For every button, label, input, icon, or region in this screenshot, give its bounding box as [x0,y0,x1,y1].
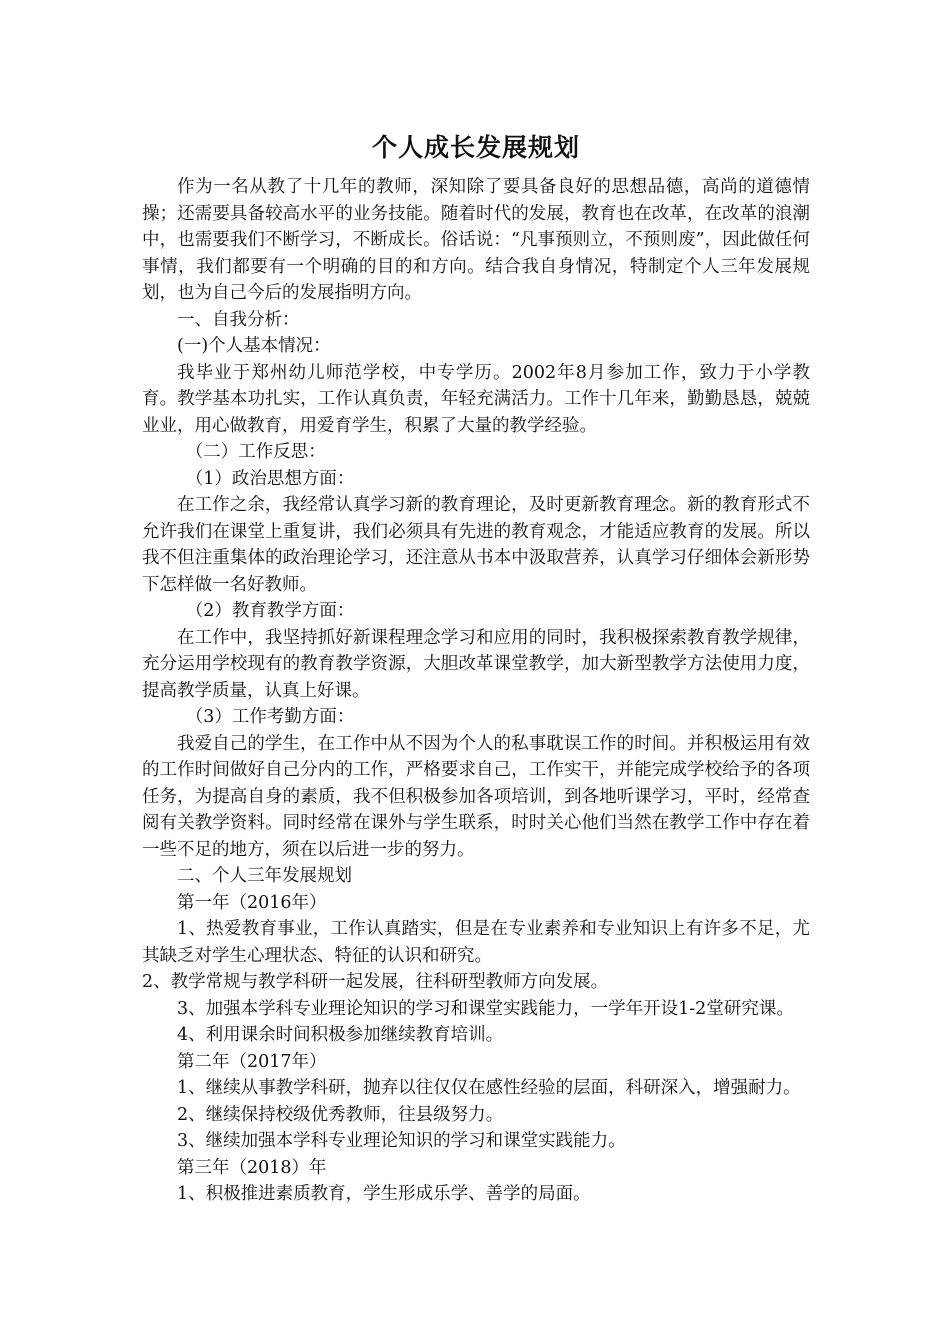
document-title: 个人成长发展规划 [371,133,580,162]
year2-item-1: 1、继续从事教学科研，抛弃以往仅仅在感性经验的层面，科研深入，增强耐力。 [177,1078,801,1098]
year2-item-2: 2、继续保持校级优秀教师，往县级努力。 [177,1104,504,1125]
year1-item-4: 4、利用课余时间积极参加继续教育培训。 [177,1025,504,1045]
year2-item-3: 3、继续加强本学科专业理论知识的学习和课堂实践能力。 [177,1131,626,1151]
basic-info-paragraph: 我毕业于郑州幼儿师范学校，中专学历。2002年8月参加工作，致力于小学教育。教学基本功扎实，工作认真负责，年轻充满活力。工作十几年来，勤勤恳恳，兢兢业业，用心做教育，用爱育学生，积累了大量的教学经验。 [142,362,810,436]
attendance-paragraph: 我爱自己的学生，在工作中从不因为个人的私事耽误工作的时间。并积极运用有效的工作时间做好自己分内的工作，严格要求自己，工作实干，并能完成学校给予的各项任务，为提高自身的素质，我不但积极参加各项培训，到各地听课学习，平时，经常查阅有关教学资料。同时经常在课外与学生联系，时时关心他们当然在教学工作中存在着一些不足的地方，须在以后进一步的努力。 [142,733,810,860]
section-heading-self-analysis: 一、自我分析： [177,309,300,330]
document-page [142,128,810,1208]
political-paragraph: 在工作之余，我经常认真学习新的教育理论，及时更新教育理念。新的教育形式不允许我们在课堂上重复讲，我们必须具有先进的教育观念，才能适应教育的发展。所以我不但注重集体的政治理论学习，还注意从书本中汲取营养，认真学习仔细体会新形势下怎样做一名好教师。 [142,495,810,595]
year-heading-second: 第二年（2017年） [177,1051,327,1072]
year1-item-1: 1、热爱教育事业，工作认真踏实，但是在专业素养和专业知识上有许多不足，尤其缺乏对学生心理状态、特征的认识和研究。 [142,919,810,966]
item-heading-political: （1）政治思想方面： [185,468,355,489]
section-heading-three-year-plan: 二、个人三年发展规划 [177,866,352,886]
year-heading-first: 第一年（2016年） [177,892,327,913]
year1-item-2: 2、教学常规与教学科研一起发展，往科研型教师方向发展。 [142,972,609,992]
subsection-heading-basic-info: (一)个人基本情况： [177,336,331,356]
year1-item-3: 3、加强本学科专业理论知识的学习和课堂实践能力，一学年开设1-2堂研究课。 [177,998,794,1019]
teaching-paragraph: 在工作中，我坚持抓好新课程理念学习和应用的同时，我积极探索教育教学规律，充分运用学校现有的教育教学资源，大胆改革课堂教学，加大新型教学方法使用力度，提高教学质量，认真上好课。 [142,627,810,701]
item-heading-teaching: （2）教育教学方面： [185,601,355,621]
year3-item-1: 1、积极推进素质教育，学生形成乐学、善学的局面。 [177,1184,591,1204]
year-heading-third: 第三年（2018）年 [177,1157,327,1178]
item-heading-attendance: （3）工作考勤方面： [185,707,355,727]
subsection-heading-work-reflection: （二）工作反思： [185,442,326,462]
intro-paragraph: 作为一名从教了十几年的教师，深知除了要具备良好的思想品德，高尚的道德情操；还需要具备较高水平的业务技能。随着时代的发展，教育也在改革，在改革的浪潮中，也需要我们不断学习，不断成长。俗话说：“凡事预则立，不预则废”，因此做任何事情，我们都要有一个明确的目的和方向。结合我自身情况，特制定个人三年发展规划，也为自己今后的发展指明方向。 [142,177,810,303]
